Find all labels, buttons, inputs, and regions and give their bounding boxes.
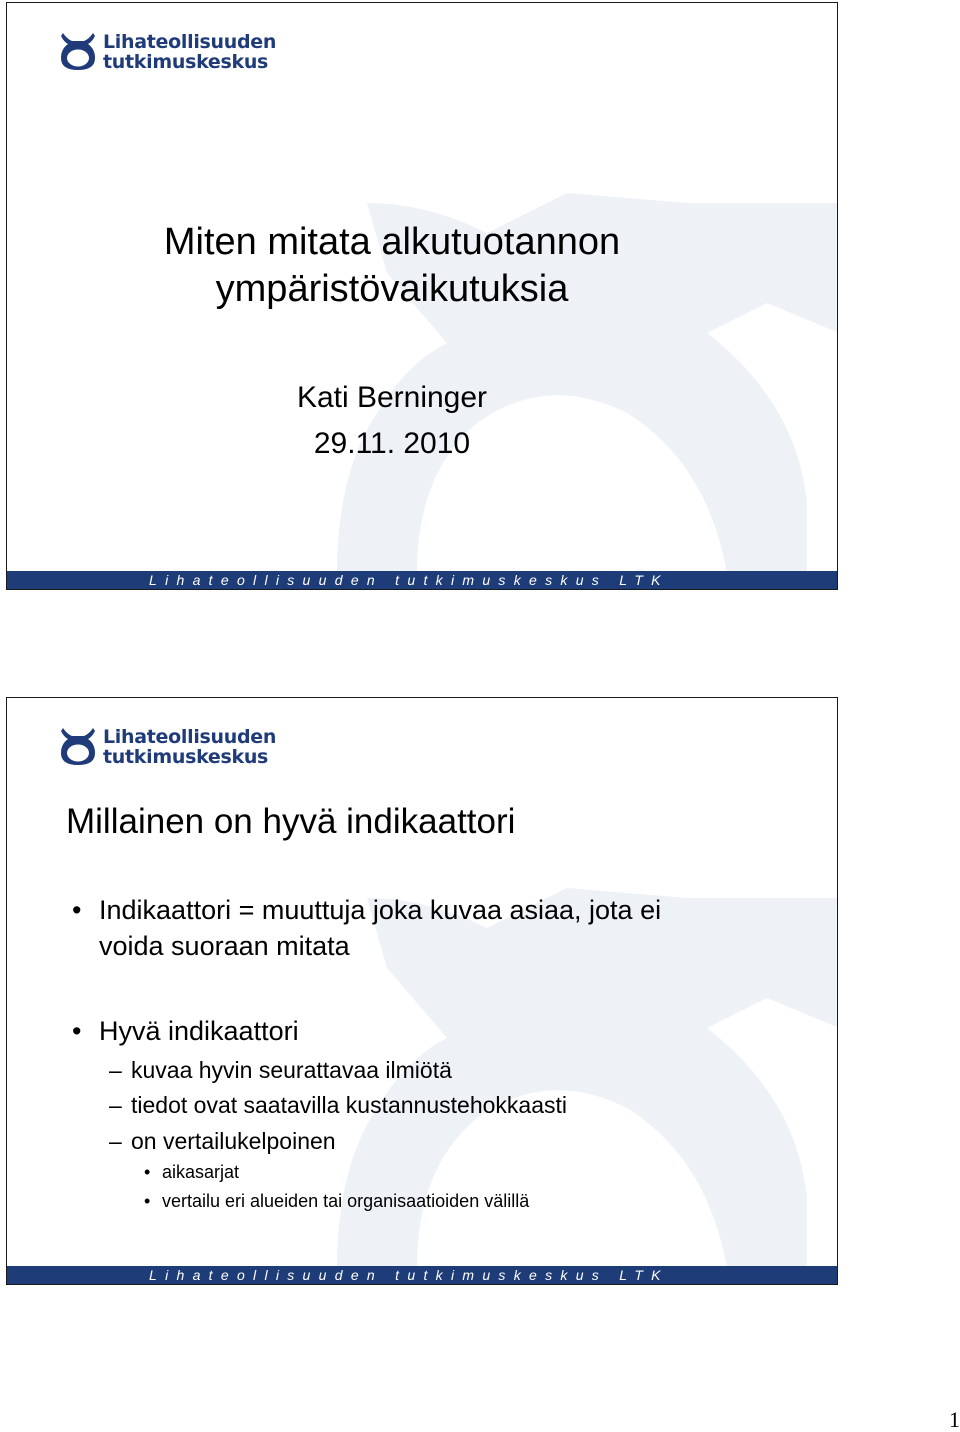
bullet-marker: • bbox=[72, 895, 82, 925]
bullet-marker: • bbox=[144, 1162, 151, 1182]
ltk-logo bbox=[57, 724, 282, 772]
title-line-1: Miten mitata alkutuotannon bbox=[163, 221, 621, 263]
dash-marker: – bbox=[109, 1128, 122, 1154]
ox-head-logo-icon bbox=[57, 29, 99, 73]
sub-list-item bbox=[109, 1090, 567, 1120]
sub-sub-item-text: vertailu eri alueiden tai organisaatioiden välillä bbox=[162, 1191, 530, 1211]
sub-item-text: on vertailukelpoinen bbox=[131, 1128, 336, 1154]
bullet-marker: • bbox=[72, 1016, 82, 1046]
page-number: 1 bbox=[949, 1407, 960, 1432]
bullet-item bbox=[72, 892, 662, 964]
dash-marker: – bbox=[109, 1092, 122, 1118]
logo-text-line1: Lihateollisuuden bbox=[103, 726, 277, 748]
sub-item-text: kuvaa hyvin seurattavaa ilmiötä bbox=[131, 1057, 452, 1083]
bullet-item bbox=[72, 1013, 299, 1049]
bullet-text-line-1: Indikaattori = muuttuja joka kuvaa asiaa, jota ei bbox=[99, 895, 662, 925]
bullet-marker: • bbox=[144, 1191, 151, 1211]
sub-item-text: tiedot ovat saatavilla kustannustehokkaasti bbox=[131, 1092, 567, 1118]
sub-list-item bbox=[109, 1055, 452, 1085]
sub-sub-list-item bbox=[144, 1189, 530, 1213]
title-line-2: ympäristövaikutuksia bbox=[215, 268, 569, 310]
bullet-text-line-2: voida suoraan mitata bbox=[99, 931, 350, 961]
sub-sub-list-item bbox=[144, 1160, 240, 1184]
author-name: Kati Berninger bbox=[296, 381, 488, 414]
slide-title bbox=[7, 219, 777, 313]
presentation-date: 29.11. 2010 bbox=[313, 427, 471, 460]
ox-head-logo-icon bbox=[57, 724, 99, 768]
logo-text-line2: tutkimuskeskus bbox=[103, 746, 269, 768]
sub-sub-item-text: aikasarjat bbox=[162, 1162, 240, 1182]
sub-list-item bbox=[109, 1126, 336, 1156]
dash-marker: – bbox=[109, 1057, 122, 1083]
footer-text: Lihateollisuuden tutkimuskeskus LTK bbox=[149, 1267, 669, 1283]
footer-text: Lihateollisuuden tutkimuskeskus LTK bbox=[149, 572, 669, 588]
slide-1 bbox=[6, 2, 838, 590]
ltk-logo bbox=[57, 29, 282, 77]
logo-text-line1: Lihateollisuuden bbox=[103, 31, 277, 53]
footer-bar bbox=[7, 571, 838, 589]
slide-2-title: Millainen on hyvä indikaattori bbox=[66, 802, 516, 841]
footer-bar bbox=[7, 1266, 838, 1284]
logo-text-line2: tutkimuskeskus bbox=[103, 51, 269, 73]
bullet-text: Hyvä indikaattori bbox=[99, 1016, 299, 1046]
